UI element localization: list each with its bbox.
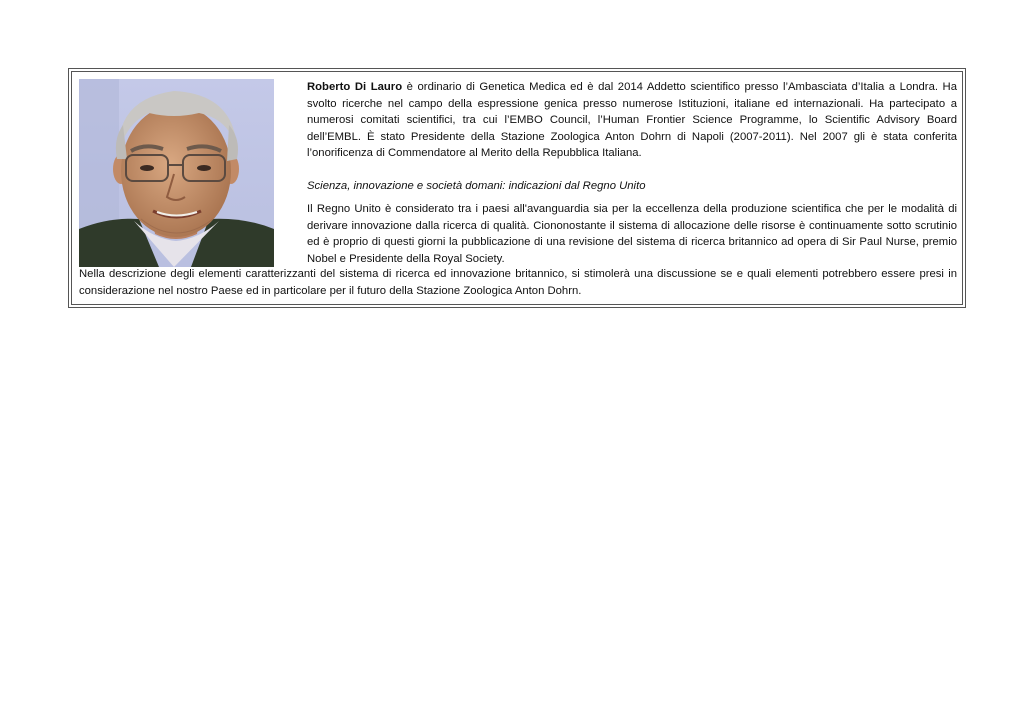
abstract-paragraph: Il Regno Unito è considerato tra i paesi all'avanguardia sia per la eccellenza della produzione scientifica che per le modalità di derivare innovazione dalla ricerca di qualità. Ciononostante il sistema di allocazione delle risorse è continuamente sotto scrutinio ed è proprio di questi giorni la pubblicazione di una revisione del sistema di ricerca britannico ad opera di Sir Paul Nurse, premio Nobel e Presidente della Royal Society. [307,203,957,265]
abstract-paragraph-2: Nella descrizione degli elementi caratterizzanti del sistema di ricerca ed innovazione britannico, si stimolerà una discussione se e quali elementi potrebbero essere presi in considerazione nel nostro Paese ed in particolare per il futuro della Stazione Zoologica Anton Dohrn. [79,268,957,297]
talk-title: Scienza, innovazione e società domani: indicazioni dal Regno Unito [307,179,646,192]
speaker-name: Roberto Di Lauro [307,81,403,93]
portrait-photo [79,79,274,267]
bio-paragraph [307,79,957,162]
bio-text: è ordinario di Genetica Medica ed è dal 2014 Addetto scientifico presso l’Ambasciata d’Italia a Londra. Ha svolto ricerche nel campo della espressione genica presso numerose Istituzioni, italiane ed internazionali. Ha partecipato a numerosi comitati scientifici, tra cui l’EMBO Council, l’Human Frontier Science Programme, lo Scientific Advisory Board dell’EMBL. È stato Presidente della Stazione Zoologica Anton Dohrn di Napoli (2007-2011). Nel 2007 gli è stata conferita l’onorificenza di Commendatore al Merito della Repubblica Italiana. [307,81,957,159]
abstract-continuation [79,266,957,299]
text-column [307,79,957,267]
